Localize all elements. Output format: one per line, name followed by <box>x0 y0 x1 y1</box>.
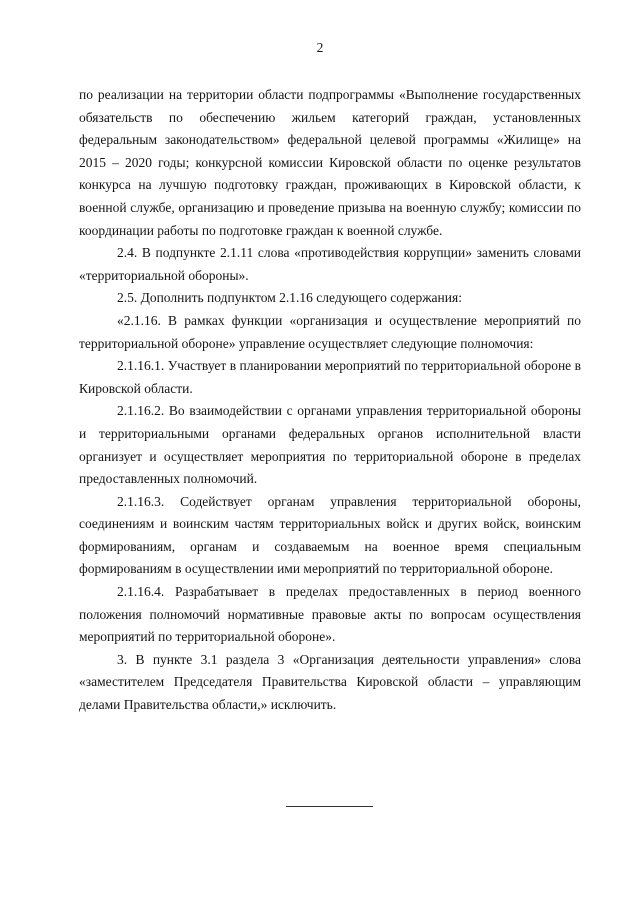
paragraph-2-4: 2.4. В подпункте 2.1.11 слова «противодействия коррупции» заменить словами «территориальной обороны». <box>79 245 581 283</box>
paragraph-2-1-16: «2.1.16. В рамках функции «организация и осуществление мероприятий по территориальной обороне» управление осуществляет следующие полномочия: <box>79 312 581 351</box>
paragraph-3: 3. В пункте 3.1 раздела 3 «Организация деятельности управления» слова «заместителем Председателя Правительства Кировской области – управляющим делами Правительства области,» исключить. <box>79 651 581 713</box>
closing-rule <box>286 806 373 807</box>
paragraph-2-1-16-1: 2.1.16.1. Участвует в планировании мероприятий по территориальной обороне в Кировской области. <box>79 358 581 396</box>
paragraph-2-1-16-3: 2.1.16.3. Содействует органам управления территориальной обороны, соединениям и воинским частям территориальных войск и других войск, воинским формированиям, органам и создаваемым на военное время специальным формированиям в осуществлении ими мероприятий по территориальной обороне. <box>79 493 581 577</box>
paragraph-2-1-16-4: 2.1.16.4. Разрабатывает в пределах предоставленных в период военного положения полномочий нормативные правовые акты по вопросам осуществления мероприятий по территориальной обороне». <box>79 584 581 645</box>
paragraph-2-1-16-2: 2.1.16.2. Во взаимодействии с органами управления территориальной обороны и территориальными органами федеральных органов исполнительной власти организует и осуществляет мероприятия по территориальной обороне в пределах предоставленных полномочий. <box>79 403 581 487</box>
paragraph-continuation: по реализации на территории области подпрограммы «Выполнение государственных обязательств по обеспечению жильем категорий граждан, установленных федеральным законодательством» федеральной целевой программы «Жилище» на 2015 – 2020 годы; конкурсной комиссии Кировской области по оценке результатов конкурса на лучшую подготовку граждан, проживающих в Кировской области, к военной службе, организацию и проведение призыва на военную службу; комиссии по координации работы по подготовке граждан к военной службе. <box>79 87 581 238</box>
paragraph-2-5: 2.5. Дополнить подпунктом 2.1.16 следующего содержания: <box>117 290 462 306</box>
document-body <box>79 84 581 717</box>
page-number: 2 <box>316 40 324 55</box>
